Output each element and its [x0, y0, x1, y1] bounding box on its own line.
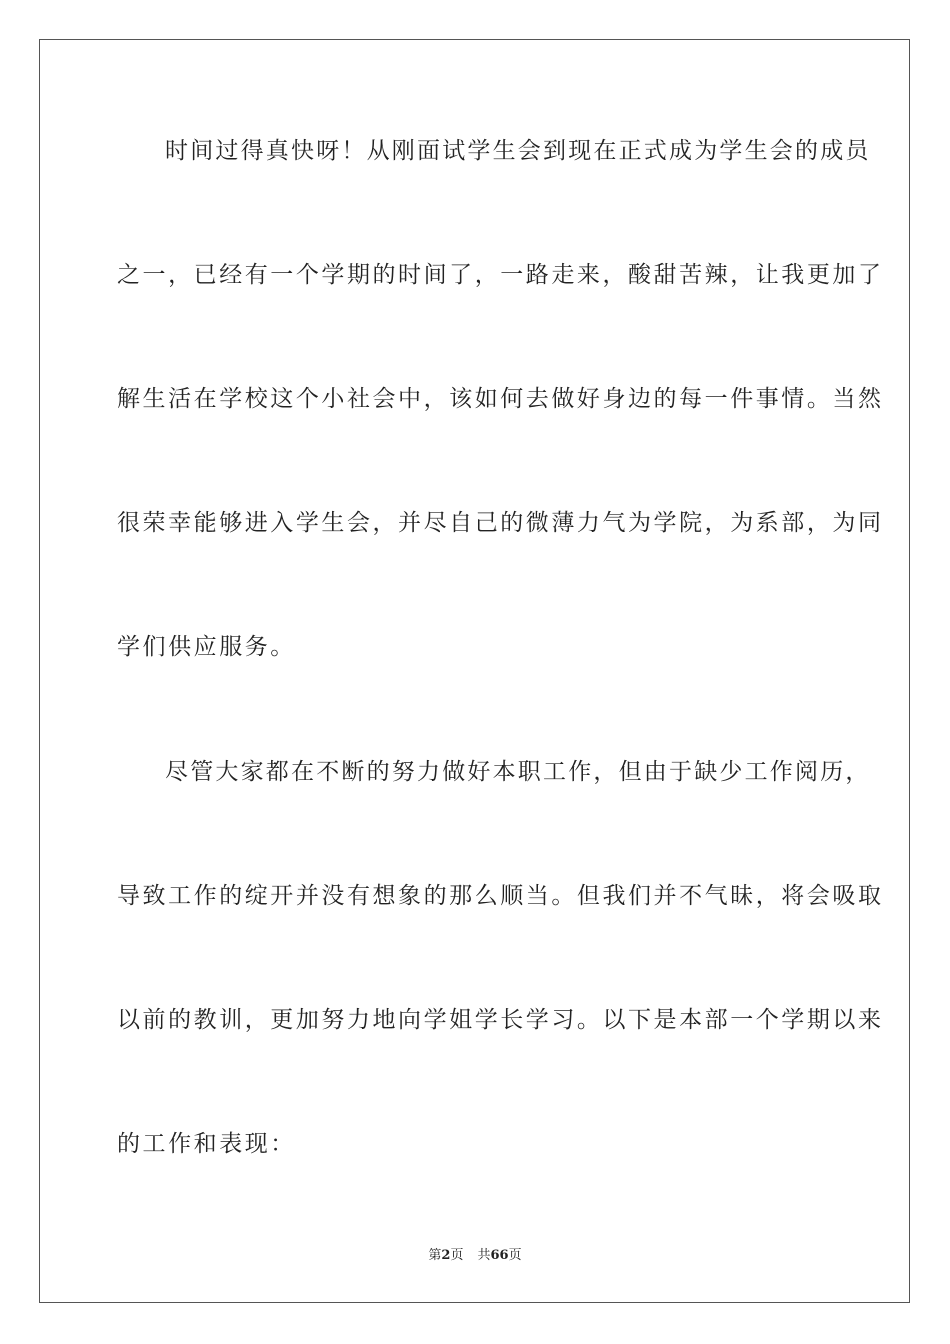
footer-page-number: 2 [441, 1248, 451, 1263]
paragraph-1-line-2: 之一，已经有一个学期的时间了，一路走来，酸甜苦辣，让我更加了 [117, 262, 884, 288]
paragraph-2-line-2: 导致工作的绽开并没有想象的那么顺当。但我们并不气昧，将会吸取 [117, 883, 884, 909]
page-border [39, 39, 910, 1303]
footer-page-suffix: 页 [450, 1248, 464, 1263]
paragraph-1-line-3: 解生活在学校这个小社会中，该如何去做好身边的每一件事情。当然 [117, 386, 884, 412]
page-footer [0, 1248, 950, 1264]
paragraph-1-line-1: 时间过得真快呀！从刚面试学生会到现在正式成为学生会的成员 [165, 138, 871, 164]
footer-total-prefix: 共 [477, 1248, 491, 1263]
paragraph-1-line-5: 学们供应服务。 [117, 634, 296, 660]
paragraph-2-line-4: 的工作和表现： [117, 1131, 296, 1157]
paragraph-2-line-3: 以前的教训，更加努力地向学姐学长学习。以下是本部一个学期以来 [117, 1007, 884, 1033]
footer-total-pages: 66 [490, 1248, 509, 1263]
footer-total-suffix: 页 [508, 1248, 522, 1263]
paragraph-2-line-1: 尽管大家都在不断的努力做好本职工作，但由于缺少工作阅历， [165, 759, 871, 785]
footer-page-prefix: 第 [428, 1248, 442, 1263]
paragraph-1-line-4: 很荣幸能够进入学生会，并尽自己的微薄力气为学院，为系部，为同 [117, 510, 884, 536]
